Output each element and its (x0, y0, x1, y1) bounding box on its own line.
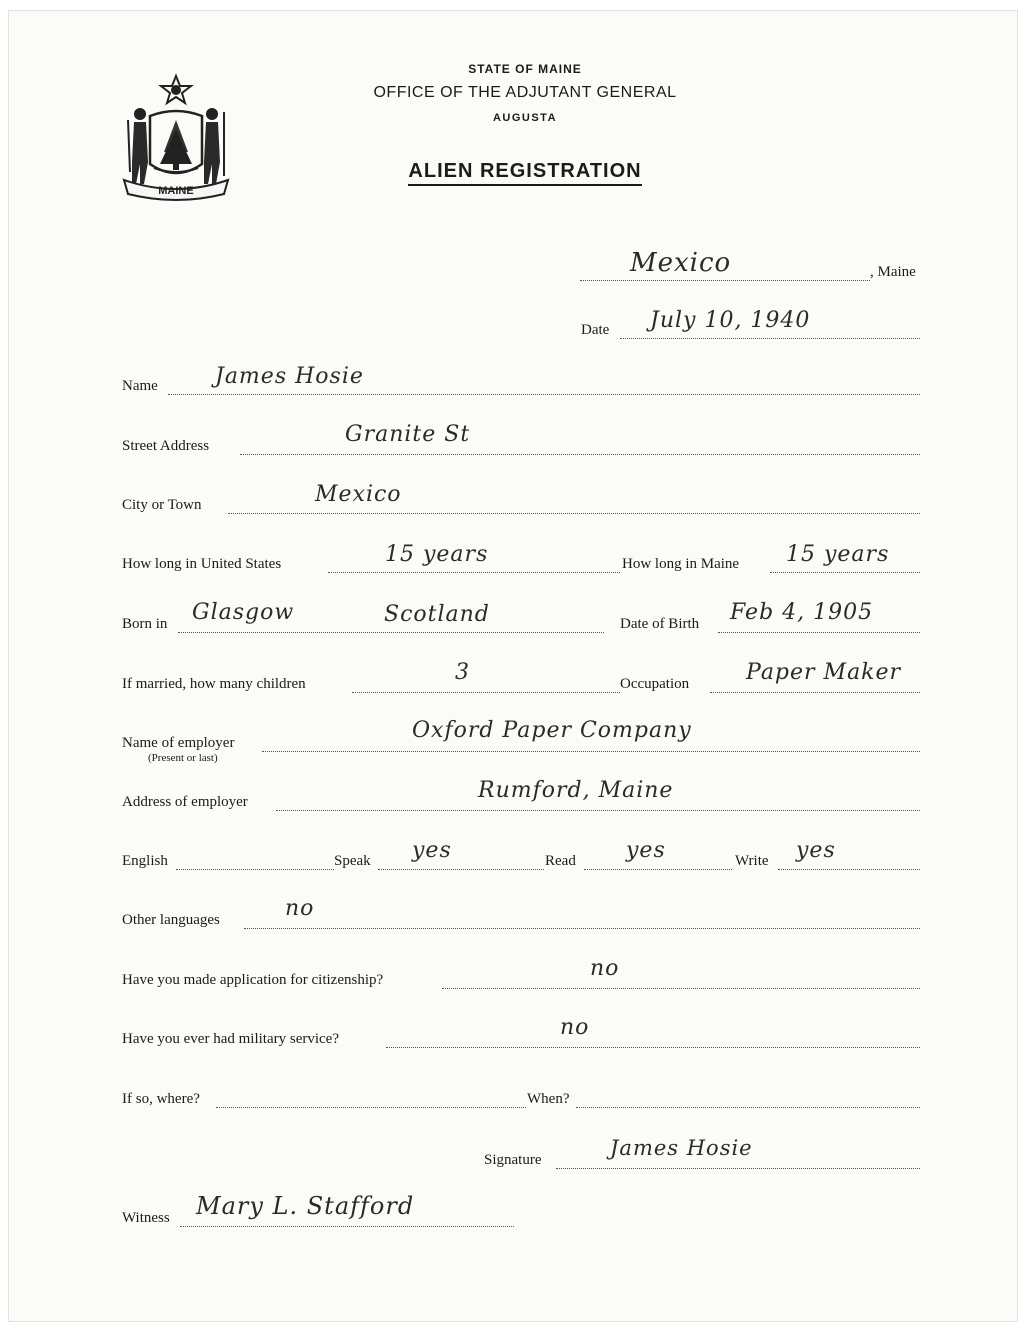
us-time-line (328, 572, 620, 573)
us-time-value: 15 years (385, 542, 489, 567)
signature-value: James Hosie (610, 1136, 753, 1160)
military-line (386, 1047, 920, 1048)
name-value: James Hosie (215, 364, 364, 389)
header-office: OFFICE OF THE ADJUTANT GENERAL (373, 84, 677, 101)
born-country-value: Scotland (384, 602, 490, 627)
citizenship-label: Have you made application for citizenship? (122, 972, 384, 988)
dob-value: Feb 4, 1905 (730, 600, 874, 625)
employer-address-line (276, 810, 920, 811)
write-line (778, 869, 920, 870)
witness-value: Mary L. Stafford (196, 1192, 415, 1220)
date-line (620, 338, 920, 339)
maine-state-seal-icon (120, 72, 232, 204)
read-value: yes (626, 838, 666, 863)
form-title (265, 160, 785, 183)
header-state: STATE OF MAINE (468, 62, 582, 76)
town-value: Mexico (630, 248, 732, 278)
name-line (168, 394, 920, 395)
occupation-label: Occupation (620, 676, 690, 692)
where-line (216, 1107, 526, 1108)
children-label: If married, how many children (122, 676, 306, 692)
citizenship-line (442, 988, 920, 989)
military-value: no (560, 1015, 590, 1040)
occupation-line (710, 692, 920, 693)
street-label: Street Address (122, 438, 210, 454)
form-title-text: ALIEN REGISTRATION (408, 160, 641, 186)
children-value: 3 (455, 660, 470, 685)
read-line (584, 869, 732, 870)
other-languages-line (244, 928, 920, 929)
city-line (228, 513, 920, 514)
dob-line (718, 632, 920, 633)
city-value: Mexico (315, 482, 402, 507)
occupation-value: Paper Maker (746, 660, 902, 685)
english-label: English (122, 853, 168, 869)
witness-label: Witness (122, 1210, 170, 1226)
street-line (240, 454, 920, 455)
header-city: AUGUSTA (492, 112, 558, 124)
citizenship-value: no (590, 956, 620, 981)
town-line (580, 280, 870, 281)
maine-time-value: 15 years (786, 542, 890, 567)
when-line (576, 1107, 920, 1108)
write-value: yes (796, 838, 836, 863)
signature-label: Signature (484, 1152, 542, 1168)
other-languages-value: no (285, 896, 315, 921)
employer-label: Name of employer (122, 735, 235, 751)
maine-time-label: How long in Maine (622, 556, 740, 572)
name-label: Name (122, 378, 158, 394)
us-time-label: How long in United States (122, 556, 282, 572)
maine-label: , Maine (870, 264, 916, 280)
employer-value: Oxford Paper Company (412, 718, 692, 743)
born-in-label: Born in (122, 616, 168, 632)
military-label: Have you ever had military service? (122, 1031, 339, 1047)
street-value: Granite St (345, 422, 471, 447)
witness-line (180, 1226, 514, 1227)
employer-line (262, 751, 920, 752)
children-line (352, 692, 620, 693)
dob-label: Date of Birth (620, 616, 700, 632)
city-label: City or Town (122, 497, 202, 513)
maine-time-line (770, 572, 920, 573)
speak-line (378, 869, 544, 870)
date-label: Date (581, 322, 610, 338)
english-line (176, 869, 334, 870)
employer-address-label: Address of employer (122, 794, 248, 810)
date-value: July 10, 1940 (650, 308, 811, 333)
seal-ribbon-text: MAINE (158, 185, 194, 197)
when-label: When? (527, 1091, 570, 1107)
speak-label: Speak (334, 853, 371, 869)
where-label: If so, where? (122, 1091, 200, 1107)
write-label: Write (735, 853, 769, 869)
other-languages-label: Other languages (122, 912, 220, 928)
employer-address-value: Rumford, Maine (478, 778, 674, 803)
speak-value: yes (412, 838, 452, 863)
employer-note: (Present or last) (148, 752, 218, 764)
read-label: Read (545, 853, 576, 869)
born-city-value: Glasgow (192, 600, 295, 625)
born-in-line (178, 632, 604, 633)
signature-line (556, 1168, 920, 1169)
